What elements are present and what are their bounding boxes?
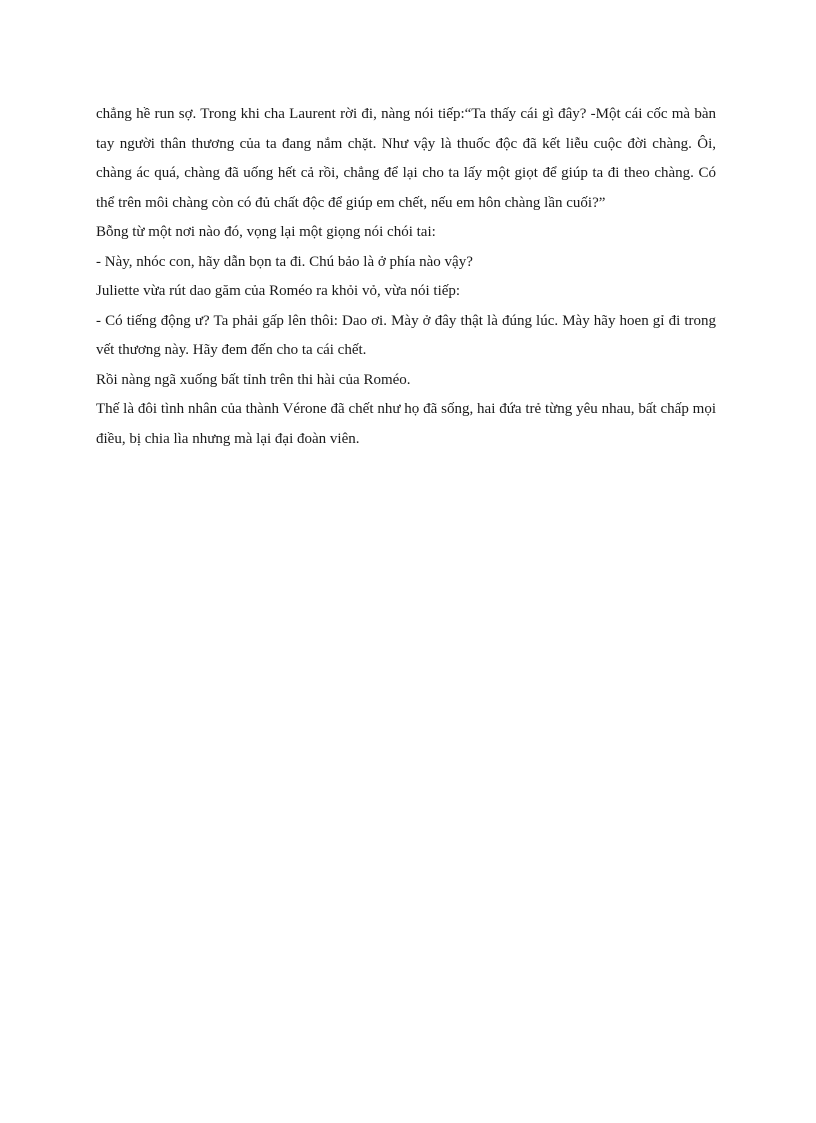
paragraph-juliette-draws-dagger: Juliette vừa rút dao găm của Roméo ra khỏi vỏ, vừa nói tiếp: (96, 283, 461, 299)
paragraph-dialogue-dagger: - Có tiếng động ư? Ta phải gấp lên thôi: Dao ơi. Mày ở đây thật là đúng lúc. Mày hãy hoen gỉ đi trong vết thương này. Hãy đem đến cho ta cái chết. (96, 312, 716, 358)
paragraph-juliette-falls: Rồi nàng ngã xuống bất tỉnh trên thi hài của Roméo. (96, 371, 411, 388)
paragraph-conclusion: Thế là đôi tình nhân của thành Vérone đã chết như họ đã sống, hai đứa trẻ từng yêu nhau, bất chấp mọi điều, bị chia lìa nhưng mà lại đại đoàn viên. (96, 401, 716, 447)
paragraph-voice-from-afar: Bỗng từ một nơi nào đó, vọng lại một giọng nói chói tai: (96, 224, 436, 240)
paragraph-dialogue-lead-us: - Này, nhóc con, hãy dẫn bọn ta đi. Chú bảo là ở phía nào vậy? (96, 253, 473, 270)
paragraph-juliette-monologue: chẳng hề run sợ. Trong khi cha Laurent rời đi, nàng nói tiếp:“Ta thấy cái gì đây? -Một cái cốc mà bàn tay người thân thương của ta đang nắm chặt. Như vậy là thuốc độc đã kết liễu cuộc đời chàng. Ôi, chàng ác quá, chàng đã uống hết cả rồi, chẳng để lại cho ta lấy một giọt để giúp ta đi theo chàng. Có thể trên môi chàng còn có đủ chất độc để giúp em chết, nếu em hôn chàng lần cuối?” (96, 106, 716, 211)
body-text (96, 100, 716, 454)
